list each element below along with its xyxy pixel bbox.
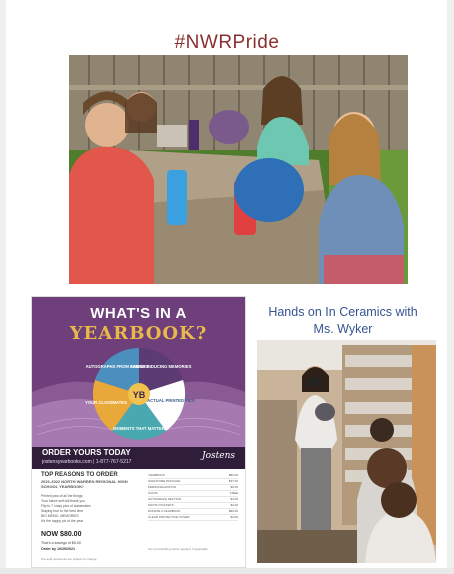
reasons-heading: TOP REASONS TO ORDER (41, 472, 118, 478)
flyer-title-line2: YEARBOOK? (69, 323, 208, 344)
order-deadline: Order by 10/29/2021 (41, 547, 75, 551)
shipping-note: Tax and handling will be applied, if applicable. (148, 547, 209, 551)
reasons-section (32, 469, 245, 567)
reasons-list (41, 494, 129, 524)
bottom-margin (0, 568, 454, 574)
price-row: AUTOGRAPH SECTION $3.00 (148, 497, 238, 501)
price-row: YEARBOOK $80.00 (148, 473, 238, 477)
flyer-title-line1: WHAT'S IN A (90, 305, 187, 322)
pie-label-laugh: LAUGH INDUCING MEMORIES (130, 364, 192, 369)
students-picnic-photo (69, 55, 408, 284)
pie-label-printed-pics: ACTUAL PRINTED PICS (147, 398, 195, 403)
price-row: CLEAR PROTECTIVE COVER $3.00 (148, 515, 238, 519)
price-row: SIGNATURE PACKAGE $37.00 (148, 479, 238, 483)
price-row: PHOTO POCKETS $3.00 (148, 503, 238, 507)
ceramics-caption (250, 304, 436, 338)
ceramics-class-photo (257, 340, 436, 563)
yearbook-pie-graphic (79, 344, 199, 444)
reason-item: BIG MEMO. MEMORIES (41, 514, 79, 518)
reasons-subheading: 2021-2022 NORTH WARREN REGIONAL HIGH SCHOOL YEARBOOK! (41, 479, 128, 489)
price-row: PERSONALIZATION $9.00 (148, 485, 238, 489)
right-margin (447, 0, 454, 574)
yearbook-flyer (31, 296, 246, 568)
price-row: DONATE A YEARBOOK $80.00 (148, 509, 238, 513)
order-site: jostensyearbooks.com | 1-877-767-5217 (42, 459, 132, 465)
reason-item: Your future self will thank you (41, 499, 85, 503)
order-yours-today: ORDER YOURS TODAY (42, 448, 131, 457)
reason-item: Printed pics of all the things (41, 494, 83, 498)
fine-print: Pre-sold yearbooks are subject to change. (41, 557, 98, 561)
savings-note: That's a savings of $5.00 (41, 541, 81, 545)
yearbook-price: NOW $80.00 (41, 531, 82, 538)
price-table (148, 473, 238, 521)
hashtag-title: #NWRPride (174, 32, 280, 53)
pie-label-moments: MOMENTS THAT MATTER (113, 426, 165, 431)
reason-item: It's the happy pic of the year (41, 519, 84, 523)
yearbook-flyer-header (32, 297, 245, 447)
pie-center-badge: YB (132, 390, 146, 400)
price-row: ICONS FREE (148, 491, 238, 495)
ceramics-caption-line2: Ms. Wyker (313, 322, 373, 336)
ceramics-caption-line1: Hands on In Ceramics with (268, 305, 418, 319)
ceramics-class-illustration (257, 340, 436, 563)
left-margin (0, 0, 6, 574)
pie-label-classmates: YOUR CLASSMATES (85, 400, 127, 405)
reason-item: Flip to 7 crazy pics of classmates (41, 504, 91, 508)
jostens-logo: Jostens (201, 451, 235, 461)
students-picnic-illustration (69, 55, 408, 284)
pie-label-autographs: AUTOGRAPHS FROM FRIENDS (85, 364, 149, 369)
reason-item: Staying true to the best time (41, 509, 84, 513)
